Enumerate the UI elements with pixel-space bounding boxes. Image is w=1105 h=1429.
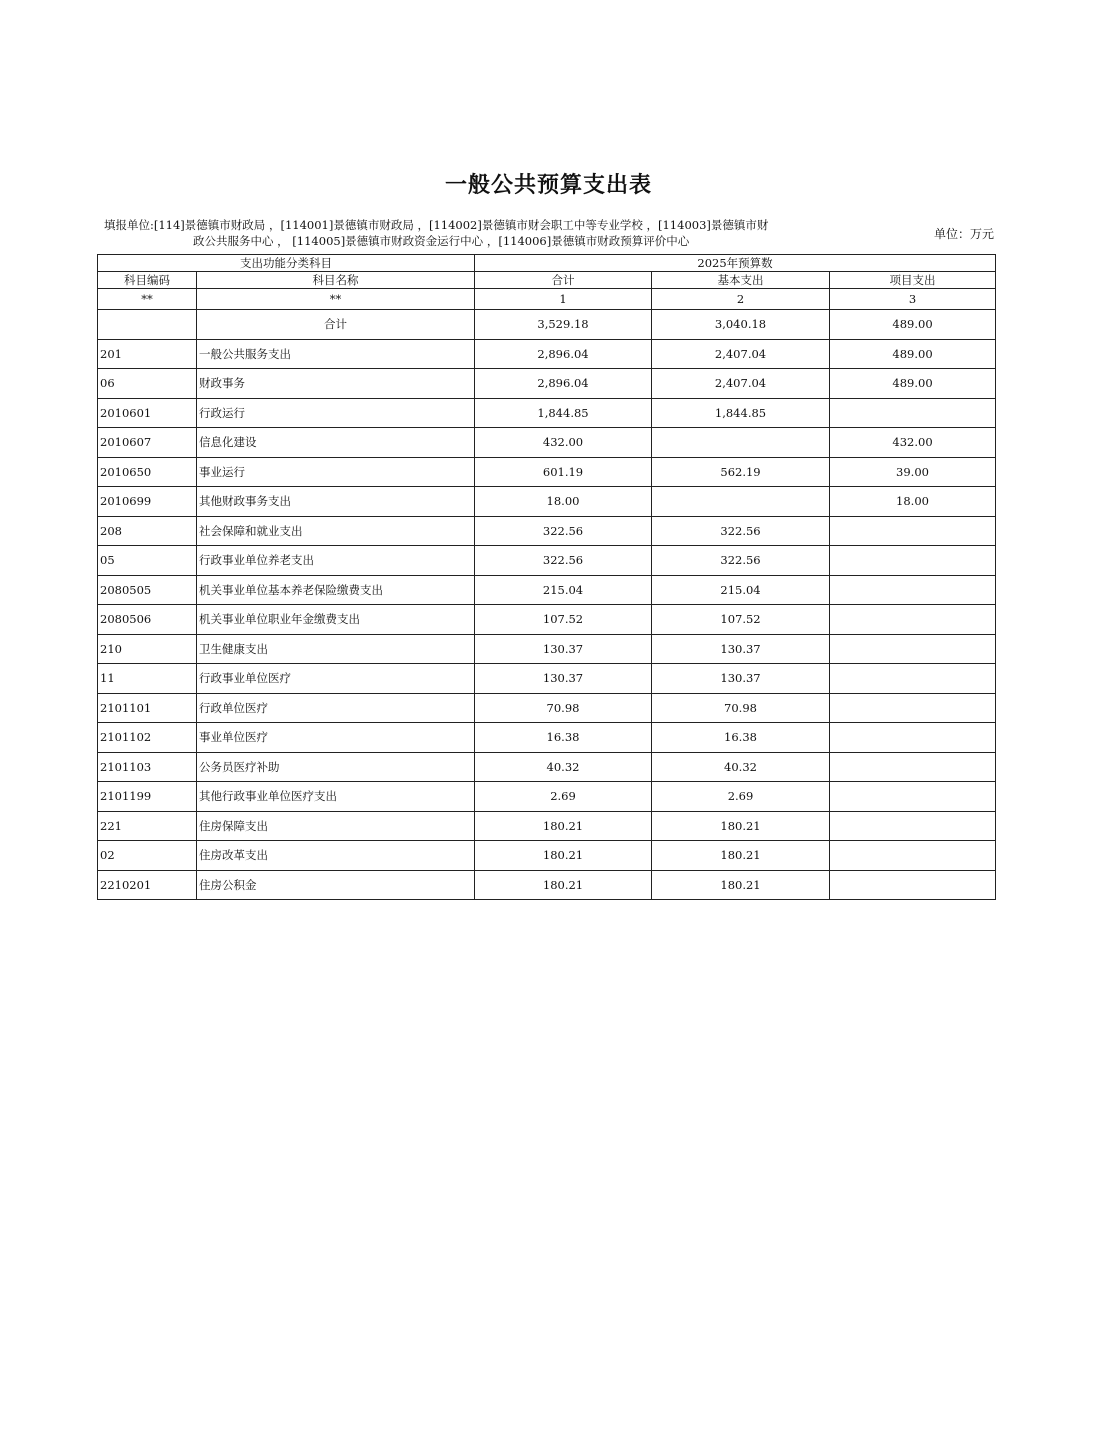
table-row [98,369,996,399]
table-row [98,546,996,576]
row-name: 事业单位医疗 [197,723,475,753]
index-project: 3 [830,289,996,310]
row-total: 130.37 [475,664,652,694]
table-row [98,428,996,458]
row-basic: 322.56 [652,546,830,576]
row-name: 住房改革支出 [197,841,475,871]
row-project [830,575,996,605]
row-total: 432.00 [475,428,652,458]
row-name: 机关事业单位职业年金缴费支出 [197,605,475,635]
table-row [98,811,996,841]
row-name: 行政单位医疗 [197,693,475,723]
row-total: 40.32 [475,752,652,782]
table-row [98,575,996,605]
table-row [98,841,996,871]
header-budget-year: 2025年预算数 [475,255,996,272]
row-project [830,723,996,753]
row-code [98,310,197,340]
row-code: 2010650 [98,457,197,487]
row-total: 130.37 [475,634,652,664]
row-code: 2080506 [98,605,197,635]
filling-unit-line2: 政公共服务中心 ， [114005]景德镇市财政资金运行中心 ，[114006]景德镇市财政预算评价中心 [193,234,690,248]
table-row [98,664,996,694]
row-total: 322.56 [475,546,652,576]
row-basic: 215.04 [652,575,830,605]
page-title: 一般公共预算支出表 [444,172,652,198]
row-basic: 180.21 [652,811,830,841]
row-basic: 322.56 [652,516,830,546]
row-name: 其他财政事务支出 [197,487,475,517]
row-project: 432.00 [830,428,996,458]
row-code: 2010699 [98,487,197,517]
filling-unit [104,217,844,249]
row-code: 2101102 [98,723,197,753]
row-basic: 1,844.85 [652,398,830,428]
row-code: 2210201 [98,870,197,900]
header-total: 合计 [475,272,652,289]
row-project: 18.00 [830,487,996,517]
row-total: 1,844.85 [475,398,652,428]
row-basic: 130.37 [652,634,830,664]
row-code: 2010607 [98,428,197,458]
table-row [98,782,996,812]
row-project [830,841,996,871]
row-project [830,664,996,694]
row-project [830,605,996,635]
row-name: 住房保障支出 [197,811,475,841]
row-total: 2,896.04 [475,369,652,399]
row-basic: 3,040.18 [652,310,830,340]
table-row [98,723,996,753]
row-basic: 107.52 [652,605,830,635]
row-name: 信息化建设 [197,428,475,458]
unit-label: 单位：万元 [933,227,994,241]
row-project [830,516,996,546]
row-total: 3,529.18 [475,310,652,340]
table-row [98,487,996,517]
header-group-row [98,255,996,272]
table-row [98,516,996,546]
row-project [830,752,996,782]
table-row [98,310,996,340]
header-code: 科目编码 [98,272,197,289]
row-code: 210 [98,634,197,664]
table-row [98,605,996,635]
row-total: 601.19 [475,457,652,487]
row-total: 18.00 [475,487,652,517]
row-project: 39.00 [830,457,996,487]
row-name: 卫生健康支出 [197,634,475,664]
row-total: 180.21 [475,870,652,900]
filling-unit-block [98,217,998,251]
row-code: 02 [98,841,197,871]
row-basic: 40.32 [652,752,830,782]
row-total: 180.21 [475,841,652,871]
row-name: 事业运行 [197,457,475,487]
index-total: 1 [475,289,652,310]
row-code: 2101199 [98,782,197,812]
budget-expenditure-table [97,254,996,900]
row-project [830,870,996,900]
row-name: 其他行政事业单位医疗支出 [197,782,475,812]
row-total: 107.52 [475,605,652,635]
row-code: 221 [98,811,197,841]
row-basic: 180.21 [652,841,830,871]
row-project [830,693,996,723]
row-basic: 2,407.04 [652,339,830,369]
row-name: 机关事业单位基本养老保险缴费支出 [197,575,475,605]
header-column-row [98,272,996,289]
header-project: 项目支出 [830,272,996,289]
row-project: 489.00 [830,310,996,340]
row-name: 公务员医疗补助 [197,752,475,782]
table-row [98,752,996,782]
row-project [830,811,996,841]
index-name: ** [197,289,475,310]
table-row [98,870,996,900]
table-row [98,398,996,428]
row-name: 行政事业单位养老支出 [197,546,475,576]
row-name: 行政运行 [197,398,475,428]
row-total: 16.38 [475,723,652,753]
row-code: 2080505 [98,575,197,605]
row-name: 住房公积金 [197,870,475,900]
table-row [98,634,996,664]
row-total: 180.21 [475,811,652,841]
row-total: 215.04 [475,575,652,605]
row-code: 06 [98,369,197,399]
header-name: 科目名称 [197,272,475,289]
table-row [98,693,996,723]
row-project [830,782,996,812]
row-basic [652,428,830,458]
header-index-row [98,289,996,310]
row-basic [652,487,830,517]
row-basic: 130.37 [652,664,830,694]
row-basic: 16.38 [652,723,830,753]
header-basic: 基本支出 [652,272,830,289]
row-basic: 562.19 [652,457,830,487]
index-code: ** [98,289,197,310]
row-code: 11 [98,664,197,694]
table-row [98,457,996,487]
row-project: 489.00 [830,369,996,399]
row-name: 行政事业单位医疗 [197,664,475,694]
row-name: 合计 [197,310,475,340]
table-row [98,339,996,369]
row-project [830,546,996,576]
row-code: 2101101 [98,693,197,723]
row-name: 一般公共服务支出 [197,339,475,369]
row-code: 2010601 [98,398,197,428]
row-total: 2.69 [475,782,652,812]
filling-unit-line1: 填报单位:[114]景德镇市财政局 ，[114001]景德镇市财政局 ，[114002]景德镇市财会职工中等专业学校 ，[114003]景德镇市财 [104,218,769,232]
row-project [830,634,996,664]
row-total: 70.98 [475,693,652,723]
row-name: 财政事务 [197,369,475,399]
row-project [830,398,996,428]
row-total: 2,896.04 [475,339,652,369]
row-project: 489.00 [830,339,996,369]
row-basic: 70.98 [652,693,830,723]
row-basic: 2,407.04 [652,369,830,399]
row-basic: 180.21 [652,870,830,900]
row-total: 322.56 [475,516,652,546]
row-name: 社会保障和就业支出 [197,516,475,546]
row-code: 201 [98,339,197,369]
row-code: 2101103 [98,752,197,782]
row-code: 05 [98,546,197,576]
row-basic: 2.69 [652,782,830,812]
index-basic: 2 [652,289,830,310]
header-functional-classification: 支出功能分类科目 [98,255,475,272]
row-code: 208 [98,516,197,546]
